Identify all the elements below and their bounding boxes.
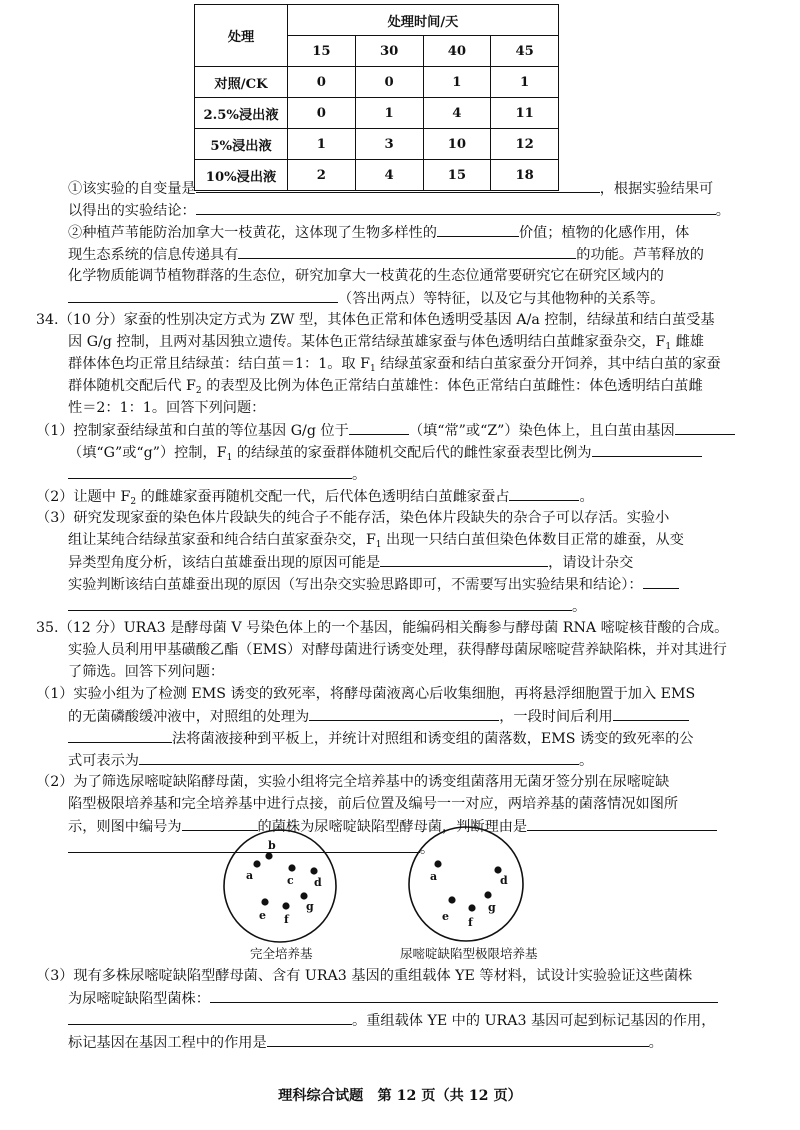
- answer-blank[interactable]: [68, 464, 352, 479]
- answer-blank[interactable]: [309, 706, 499, 721]
- deficient-medium-dish: [404, 822, 528, 946]
- cell: 15: [423, 160, 491, 191]
- colony-c: [288, 864, 295, 871]
- cell: 1: [423, 67, 491, 98]
- q35-stem-2: 实验人员利用甲基磺酸乙酯（EMS）对酵母菌进行诱变处理，获得酵母菌尿嘧啶营养缺陷株，并对其进行: [68, 642, 727, 658]
- colony-f: [282, 902, 289, 909]
- page-footer: 理科综合试题 第 12 页（共 12 页）: [278, 1088, 522, 1104]
- answer-blank[interactable]: [675, 420, 735, 435]
- q34-sub3-line3: 异类型角度分析，该结白茧雄蚕出现的原因可能是 ，请设计杂交: [68, 552, 633, 573]
- q34-sub3-line2: 组让某纯合结绿茧家蚕和纯合结白茧家蚕杂交，$F_1$ 出现一只结白茧但染色体数目正常的雄蚕，从变: [68, 532, 684, 550]
- day-cell: 45: [491, 36, 559, 67]
- q35-sub1-line4: 式可表示为 。: [68, 750, 593, 771]
- row-label: 对照/CK: [195, 67, 288, 98]
- cell: 0: [355, 67, 423, 98]
- answer-blank[interactable]: [210, 988, 718, 1003]
- dish-caption-complete: 完全培养基: [250, 946, 313, 961]
- q34-stem-2: 因 G/g 控制，且两对基因独立遗传。某体色正常结绿茧雄家蚕与体色透明结白茧雌家蚕杂交，$F_1$ 雌雄: [68, 334, 704, 352]
- q33-line5: 化学物质能调节植物群落的生态位，研究加拿大一枝黄花的生态位通常要研究它在研究区域内的: [68, 268, 664, 284]
- answer-blank[interactable]: [380, 552, 548, 567]
- answer-blank[interactable]: [267, 1032, 649, 1047]
- answer-blank[interactable]: [643, 574, 679, 589]
- q35-stem-3: 了筛选。回答下列问题：: [68, 664, 225, 680]
- cell: 4: [355, 160, 423, 191]
- q33-line4: 现生态系统的信息传递具有 的功能。芦苇释放的: [68, 244, 704, 265]
- q35-sub1-line1: （1）实验小组为了检测 EMS 诱变的致死率，将酵母菌液离心后收集细胞，再将悬浮细胞置于加入 EMS: [36, 686, 696, 702]
- q35-sub2-line4: 。: [68, 838, 434, 859]
- colony-d: [310, 867, 317, 874]
- q33-line2: 以得出的实验结论： 。: [68, 200, 730, 221]
- cell: 1: [355, 98, 423, 129]
- label-g: g: [488, 901, 496, 914]
- dish-caption-deficient: 尿嘧啶缺陷型极限培养基: [400, 946, 538, 961]
- q34-sub3-line4: 实验判断该结白茧雄蚕出现的原因（写出杂交实验思路即可，不需要写出实验结果和结论）：: [68, 574, 679, 595]
- q35-sub3-line3: 。重组载体 YE 中的 URA3 基因可起到标记基因的作用，: [68, 1010, 715, 1031]
- q33-line1: ①该实验的自变量是 ，根据实验结果可: [68, 178, 713, 199]
- cell: 10: [423, 129, 491, 160]
- q34-stem-1: 34.（10 分）家蚕的性别决定方式为 ZW 型，其体色正常和体色透明受基因 A/a 控制，结绿茧和结白茧受基: [36, 312, 715, 328]
- q34-sub1-line3: 。: [68, 464, 366, 485]
- colony-a: [253, 860, 260, 867]
- label-d: d: [314, 876, 322, 889]
- label-e: e: [442, 910, 449, 923]
- q35-sub3-line4: 标记基因在基因工程中的作用是 。: [68, 1032, 663, 1053]
- label-a: a: [246, 869, 254, 882]
- label-f: f: [468, 916, 473, 929]
- answer-blank[interactable]: [68, 288, 338, 303]
- q34-sub1-line1: （1）控制家蚕结绿茧和白茧的等位基因 G/g 位于 （填“常”或“Z”）染色体上，且白茧由基因: [36, 420, 735, 441]
- cell: 3: [355, 129, 423, 160]
- results-table: [194, 4, 559, 191]
- q34-stem-3: 群体体色均正常且结绿茧：结白茧＝1：1。取 $F_1$ 结绿茧家蚕和结白茧家蚕分开饲养，其中结白茧的家蚕: [68, 356, 721, 374]
- answer-blank[interactable]: [592, 442, 702, 457]
- table-row: [195, 98, 559, 129]
- answer-blank[interactable]: [139, 750, 579, 765]
- table-row: [195, 129, 559, 160]
- colony-g: [484, 891, 491, 898]
- q34-sub2: （2）让题中 $F_2$ 的雌雄家蚕再随机交配一代，后代体色透明结白茧雌家蚕占 。: [36, 486, 594, 512]
- colony-g: [300, 892, 307, 899]
- colony-d: [494, 866, 501, 873]
- answer-blank[interactable]: [437, 222, 519, 237]
- cell: 1: [288, 129, 356, 160]
- colony-f: [468, 904, 475, 911]
- cell: 0: [288, 67, 356, 98]
- label-e: e: [259, 909, 266, 922]
- q34-stem-4: 群体随机交配后代 $F_2$ 的表型及比例为体色正常结白茧雄性：体色正常结白茧雌性：体色透明结白茧雌: [68, 378, 703, 396]
- cell: 12: [491, 129, 559, 160]
- q34-stem-5: 性＝2：1：1。回答下列问题：: [68, 400, 266, 416]
- answer-blank[interactable]: [196, 200, 716, 215]
- label-d: d: [500, 874, 508, 887]
- q34-sub3-line1: （3）研究发现家蚕的染色体片段缺失的纯合子不能存活，染色体片段缺失的杂合子可以存活。实验小: [36, 510, 670, 526]
- answer-blank[interactable]: [68, 1010, 352, 1025]
- label-a: a: [430, 870, 438, 883]
- answer-blank[interactable]: [68, 728, 172, 743]
- label-c: c: [287, 874, 294, 887]
- q33-line3: ②种植芦苇能防治加拿大一枝黄花，这体现了生物多样性的 价值；植物的化感作用，体: [68, 222, 689, 243]
- colony-b: [265, 852, 272, 859]
- day-cell: 40: [423, 36, 491, 67]
- cell: 1: [491, 67, 559, 98]
- complete-medium-dish: [220, 826, 340, 946]
- answer-blank[interactable]: [509, 486, 579, 501]
- q35-sub1-line2: 的无菌磷酸缓冲液中，对照组的处理为 ，一段时间后利用: [68, 706, 689, 727]
- header-treatment: 处理: [195, 5, 288, 67]
- day-cell: 30: [355, 36, 423, 67]
- label-f: f: [284, 913, 289, 926]
- answer-blank[interactable]: [196, 178, 600, 193]
- row-label: 2.5%浸出液: [195, 98, 288, 129]
- q35-stem-1: 35.（12 分）URA3 是酵母菌 V 号染色体上的一个基因，能编码相关酶参与酵母菌 RNA 嘧啶核苷酸的合成。: [36, 620, 729, 636]
- q33-line6: （答出两点）等特征，以及它与其他物种的关系等。: [68, 288, 664, 309]
- q35-sub3-line1: （3）现有多株尿嘧啶缺陷型酵母菌、含有 URA3 基因的重组载体 YE 等材料，试设计实验验证这些菌株: [36, 968, 693, 984]
- q35-sub2-line2: 陷型极限培养基和完全培养基中进行点接，前后位置及编号一一对应，两培养基的菌落情况如图所: [68, 796, 679, 812]
- colony-e: [448, 896, 455, 903]
- answer-blank[interactable]: [349, 420, 409, 435]
- q35-sub3-line2: 为尿嘧啶缺陷型菌株：: [68, 988, 718, 1009]
- answer-blank[interactable]: [238, 244, 576, 259]
- cell: 18: [491, 160, 559, 191]
- answer-blank[interactable]: [68, 596, 572, 611]
- row-label: 5%浸出液: [195, 129, 288, 160]
- q34-sub1-line2: （填“G”或“g”）控制，$F_1$ 的结绿茧的家蚕群体随机交配后代的雌性家蚕表型比例为: [68, 442, 702, 468]
- q35-sub1-line3: 法将菌液接种到平板上，并统计对照组和诱变组的菌落数，EMS 诱变的致死率的公: [68, 728, 694, 749]
- cell: 0: [288, 98, 356, 129]
- day-cell: 15: [288, 36, 356, 67]
- label-g: g: [306, 900, 314, 913]
- cell: 4: [423, 98, 491, 129]
- table-row: [195, 67, 559, 98]
- answer-blank[interactable]: [613, 706, 689, 721]
- q35-sub2-line1: （2）为了筛选尿嘧啶缺陷酵母菌，实验小组将完全培养基中的诱变组菌落用无菌牙签分别在尿嘧啶缺: [36, 774, 670, 790]
- row-label: 10%浸出液: [195, 160, 288, 191]
- header-time: 处理时间/天: [288, 5, 559, 36]
- q35-sub2-line3: 示，则图中编号为 的菌株为尿嘧啶缺陷型酵母菌，判断理由是: [68, 816, 717, 837]
- cell: 11: [491, 98, 559, 129]
- label-b: b: [268, 839, 276, 852]
- colony-e: [261, 898, 268, 905]
- cell: 2: [288, 160, 356, 191]
- answer-blank[interactable]: [527, 816, 717, 831]
- colony-a: [434, 860, 441, 867]
- q34-sub3-line5: 。: [68, 596, 586, 617]
